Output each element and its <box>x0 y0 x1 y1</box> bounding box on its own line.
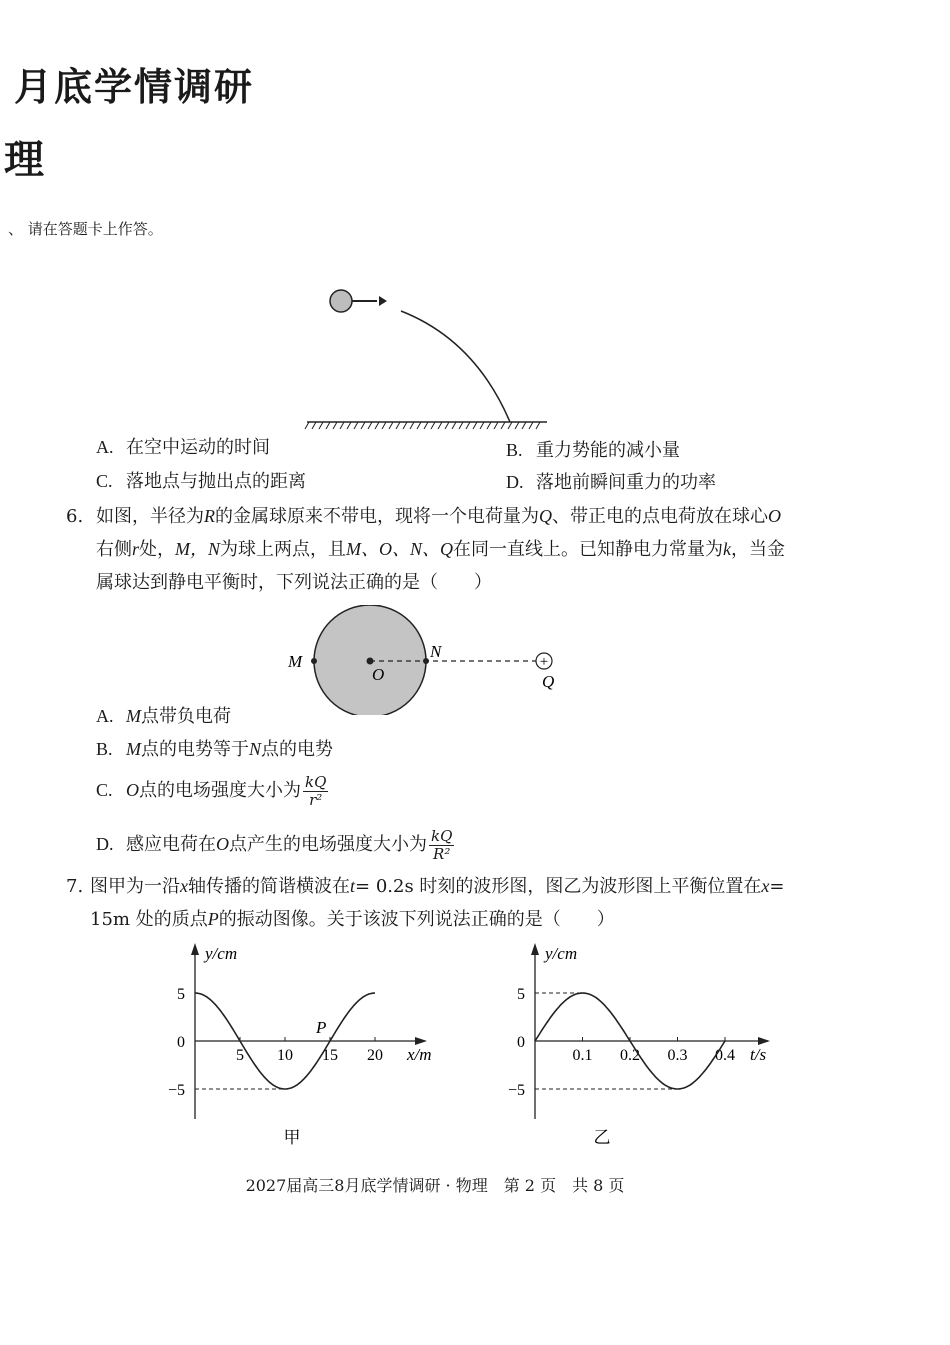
q6-line-3: 属球达到静电平衡时，下列说法正确的是（ ） <box>96 572 492 593</box>
y-tick-label: −5 <box>167 1082 185 1099</box>
denominator: R² <box>433 844 451 863</box>
projectile-diagram <box>295 280 565 435</box>
option-text: 点产生的电场强度大小为 <box>229 834 427 855</box>
var-mn: M，N <box>175 539 221 559</box>
y-axis-arrow-icon <box>191 943 199 955</box>
question-number: 7. <box>66 876 84 897</box>
text: 如图，半径为 <box>96 506 204 527</box>
option-text: 点的电势等于 <box>141 739 249 760</box>
y-axis-arrow-icon <box>531 943 539 955</box>
q5-option-a[interactable] <box>96 436 270 459</box>
q6-line-2 <box>66 533 846 566</box>
option-text: 感应电荷在 <box>126 834 216 855</box>
option-text: 落地点与抛出点的距离 <box>126 471 306 492</box>
text: = 0.2s 时刻的波形图，图乙为波形图上平衡位置在 <box>355 876 762 897</box>
option-text: 点带负电荷 <box>141 706 231 727</box>
q6-line-1 <box>66 500 846 533</box>
text: 的振动图像。关于该波下列说法正确的是（ ） <box>218 909 615 930</box>
x-tick-label: 5 <box>236 1047 244 1064</box>
option-label: C. <box>96 780 113 800</box>
x-axis-arrow-icon <box>758 1037 770 1045</box>
var-o: O <box>768 506 781 526</box>
q6-stem <box>66 500 846 599</box>
y-tick-label: −5 <box>507 1082 525 1099</box>
var-x: x <box>180 876 188 896</box>
point-m <box>311 658 317 664</box>
text: 、带正电的点电荷放在球心 <box>552 506 768 527</box>
label-q: Q <box>542 672 555 691</box>
q7-stem <box>66 870 846 936</box>
numerator: kQ <box>431 826 453 845</box>
wave-graph-jia <box>160 935 450 1155</box>
var-o: O <box>126 780 139 800</box>
instruction-note: 、 请在答题卡上作答。 <box>8 220 163 238</box>
text: 右侧 <box>96 539 132 560</box>
arrow-head-icon <box>379 296 387 306</box>
option-label: B. <box>506 440 523 460</box>
var-r: r <box>132 539 140 559</box>
x-tick-label: 15 <box>322 1047 338 1064</box>
text: 15m 处的质点 <box>90 909 208 930</box>
exam-title: 月底学情调研 <box>14 65 255 109</box>
option-label: D. <box>506 472 524 492</box>
label-o: O <box>372 665 385 684</box>
text: 图甲为一沿 <box>90 876 180 897</box>
y-tick-label: 0 <box>177 1034 185 1051</box>
subject-title: 理 <box>4 137 44 183</box>
fraction <box>429 828 454 863</box>
x-tick-label: 0.2 <box>620 1047 640 1064</box>
q6-option-c[interactable] <box>96 772 328 809</box>
vibration-graph-yi <box>500 935 800 1155</box>
var-p: P <box>207 909 219 929</box>
var-q: Q <box>539 506 552 526</box>
option-label: C. <box>96 471 113 491</box>
text: 为球上两点，且 <box>220 539 347 560</box>
q5-option-c[interactable] <box>96 470 306 493</box>
option-label: B. <box>96 739 113 759</box>
x-axis-label: t/s <box>750 1045 767 1064</box>
y-tick-label: 5 <box>517 986 525 1003</box>
x-axis-label: x/m <box>407 1045 432 1064</box>
ball <box>330 290 352 312</box>
point-p-label: P <box>316 1018 327 1037</box>
chart-title: 甲 <box>283 1128 301 1147</box>
question-number: 6. <box>66 506 84 527</box>
option-text: 在空中运动的时间 <box>126 437 270 458</box>
text: = <box>769 876 785 897</box>
var-o: O <box>216 834 229 854</box>
x-tick-label: 0.1 <box>572 1047 593 1064</box>
text: 处， <box>139 539 176 560</box>
x-axis-arrow-icon <box>415 1037 427 1045</box>
numerator: kQ <box>305 772 327 791</box>
q6-option-d[interactable] <box>96 826 454 863</box>
option-label: A. <box>96 706 114 726</box>
x-tick-label: 0.4 <box>715 1047 735 1064</box>
var-k: k <box>723 539 732 559</box>
option-text: 重力势能的减小量 <box>536 440 680 461</box>
var-r-big: R <box>204 506 215 526</box>
label-n: N <box>430 642 442 661</box>
x-tick-label: 10 <box>277 1047 293 1064</box>
trajectory-curve <box>401 311 510 422</box>
text: 的金属球原来不带电，现将一个电荷量为 <box>215 506 539 527</box>
q6-option-b[interactable] <box>96 738 333 761</box>
ground-hatching <box>305 422 540 429</box>
text: ，当金 <box>731 539 786 560</box>
option-text: 落地前瞬间重力的功率 <box>536 472 716 493</box>
var-t: t <box>350 876 356 896</box>
option-label: D. <box>96 834 114 854</box>
option-text: 点的电势 <box>261 739 334 760</box>
page-footer: 2027届高三8月底学情调研 · 物理 第 2 页 共 8 页 <box>245 1176 625 1195</box>
var-n: N <box>249 739 262 759</box>
y-axis-label: y/cm <box>545 944 578 963</box>
option-text: 点的电场强度大小为 <box>139 780 301 801</box>
option-label: A. <box>96 437 114 457</box>
q5-option-b[interactable] <box>506 439 680 462</box>
q7-line-2 <box>66 903 846 936</box>
var-m: M <box>126 739 141 759</box>
var-m: M <box>126 706 141 726</box>
var-x: x <box>761 876 770 896</box>
x-tick-label: 20 <box>367 1047 383 1064</box>
q5-option-d[interactable] <box>506 471 716 494</box>
y-tick-label: 5 <box>177 986 185 1003</box>
q7-line-1 <box>66 870 846 903</box>
text: 轴传播的简谐横波在 <box>188 876 350 897</box>
var-monq: M、O、N、Q <box>346 539 454 559</box>
label-m: M <box>288 652 303 671</box>
chart-title: 乙 <box>593 1128 611 1147</box>
denominator: r² <box>309 790 323 809</box>
text: 在同一直线上。已知静电力常量为 <box>453 539 724 560</box>
y-axis-label: y/cm <box>205 944 238 963</box>
fraction <box>303 774 328 809</box>
plus-sign: + <box>539 654 549 670</box>
x-tick-label: 0.3 <box>667 1047 688 1064</box>
y-tick-label: 0 <box>517 1034 525 1051</box>
q6-option-a[interactable] <box>96 705 231 728</box>
metal-sphere-diagram <box>280 605 570 715</box>
